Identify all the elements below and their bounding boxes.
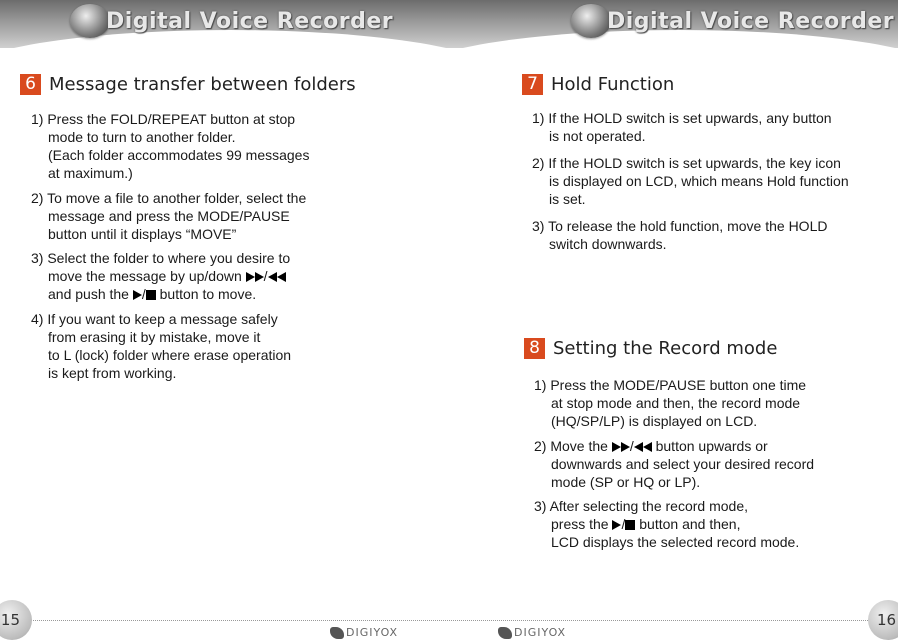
list-item: 2) If the HOLD switch is set upwards, the key icon is displayed on LCD, which means Hold function is set. — [532, 155, 849, 207]
fast-forward-icon — [612, 442, 621, 452]
section-7-heading — [522, 74, 674, 95]
list-item: 3) Select the folder to where you desire to move the message by up/down / and push the / button to move. — [31, 250, 291, 302]
page-number-right: 16 — [868, 600, 898, 640]
footer-brand-logo: DIGIYOX — [330, 626, 398, 639]
section-number-badge: 7 — [522, 74, 543, 95]
section-title: Setting the Record mode — [553, 338, 778, 359]
banner-title: Digital Voice Recorder — [106, 9, 394, 34]
recorder-logo-icon — [70, 4, 110, 38]
list-item: 1) If the HOLD switch is set upwards, any button is not operated. — [532, 110, 832, 144]
list-item: 2) Move the / button upwards or downwards and select your desired record mode (SP or HQ or LP). — [534, 437, 815, 490]
stop-icon — [625, 520, 635, 530]
recorder-logo-icon — [571, 4, 611, 38]
list-item: 3) After selecting the record mode, press the / button and then, LCD displays the selected record mode. — [534, 498, 800, 550]
footer-brand-logo: DIGIYOX — [498, 626, 566, 639]
section-8-list — [534, 376, 814, 558]
footer-divider — [30, 620, 868, 621]
play-icon — [133, 290, 142, 300]
header-banner-left — [0, 0, 449, 48]
rewind-icon — [634, 442, 643, 452]
header-banner-right — [449, 0, 898, 48]
page-number-left: 15 — [0, 600, 32, 640]
stop-icon — [146, 290, 156, 300]
brand-mark-icon — [330, 627, 344, 639]
play-icon — [612, 520, 621, 530]
list-item: 1) Press the FOLD/REPEAT button at stop mode to turn to another folder. (Each folder accommodates 99 messages at maximum.) — [31, 111, 310, 181]
section-7-list — [532, 109, 849, 260]
section-6-list — [31, 110, 309, 388]
section-6-heading — [20, 74, 356, 95]
section-8-heading — [524, 338, 777, 359]
section-title: Hold Function — [551, 74, 675, 95]
rewind-icon — [268, 272, 277, 282]
list-item: 1) Press the MODE/PAUSE button one time at stop mode and then, the record mode (HQ/SP/LP) is displayed on LCD. — [534, 377, 807, 429]
list-item: 4) If you want to keep a message safely from erasing it by mistake, move it to L (lock) folder where erase operation is kept from working. — [31, 310, 292, 381]
section-title: Message transfer between folders — [49, 74, 356, 95]
section-number-badge: 8 — [524, 338, 545, 359]
section-number-badge: 6 — [20, 74, 41, 95]
banner-title: Digital Voice Recorder — [607, 9, 895, 34]
list-item: 2) To move a file to another folder, select the message and press the MODE/PAUSE button until it displays “MOVE” — [31, 189, 307, 242]
brand-mark-icon — [498, 627, 512, 639]
list-item: 3) To release the hold function, move the HOLD switch downwards. — [532, 218, 828, 252]
fast-forward-icon — [246, 272, 255, 282]
